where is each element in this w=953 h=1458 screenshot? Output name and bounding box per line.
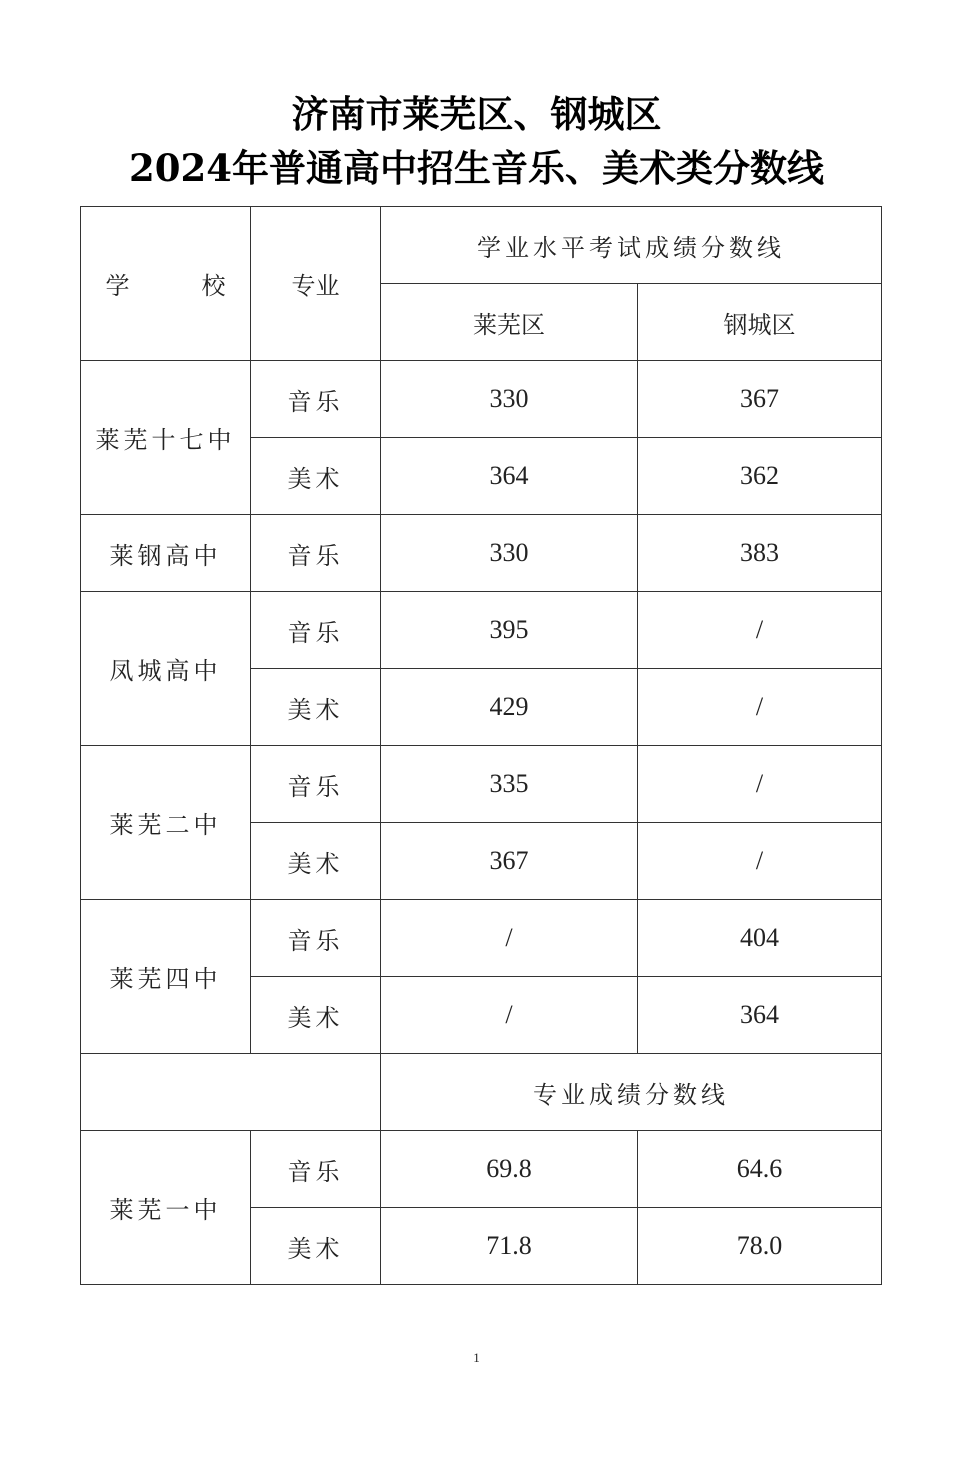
major-cell: 音乐 bbox=[251, 592, 381, 669]
header-row-1 bbox=[81, 207, 882, 284]
major-cell: 音乐 bbox=[251, 1131, 381, 1208]
major-cell: 美术 bbox=[251, 1208, 381, 1285]
score-laiwu: / bbox=[381, 977, 638, 1054]
score-gangcheng: 362 bbox=[638, 438, 882, 515]
header-school: 学 校 bbox=[81, 207, 251, 361]
header-district-laiwu: 莱芜区 bbox=[381, 284, 638, 361]
score-gangcheng: 383 bbox=[638, 515, 882, 592]
score-gangcheng: 364 bbox=[638, 977, 882, 1054]
score-gangcheng: / bbox=[638, 669, 882, 746]
header-district-gangcheng: 钢城区 bbox=[638, 284, 882, 361]
table-row bbox=[81, 361, 882, 438]
score-gangcheng: 78.0 bbox=[638, 1208, 882, 1285]
major-cell: 美术 bbox=[251, 438, 381, 515]
table-row bbox=[81, 900, 882, 977]
score-laiwu: 367 bbox=[381, 823, 638, 900]
table-row bbox=[81, 592, 882, 669]
school-cell: 莱芜十七中 bbox=[81, 361, 251, 515]
school-cell: 莱芜二中 bbox=[81, 746, 251, 900]
score-laiwu: 69.8 bbox=[381, 1131, 638, 1208]
score-gangcheng: / bbox=[638, 823, 882, 900]
score-laiwu: 330 bbox=[381, 515, 638, 592]
professional-header-row bbox=[81, 1054, 882, 1131]
header-professional-group: 专业成绩分数线 bbox=[381, 1054, 882, 1131]
major-cell: 美术 bbox=[251, 823, 381, 900]
major-cell: 音乐 bbox=[251, 746, 381, 823]
header-major: 专业 bbox=[251, 207, 381, 361]
score-laiwu: 364 bbox=[381, 438, 638, 515]
table-row bbox=[81, 1131, 882, 1208]
score-laiwu: 330 bbox=[381, 361, 638, 438]
school-cell: 莱芜四中 bbox=[81, 900, 251, 1054]
score-gangcheng: 64.6 bbox=[638, 1131, 882, 1208]
score-table bbox=[80, 206, 882, 1285]
page-number: 1 bbox=[473, 1350, 480, 1365]
empty-header-cell bbox=[81, 1054, 381, 1131]
major-cell: 美术 bbox=[251, 669, 381, 746]
document-title-line2: 2024年普通高中招生音乐、美术类分数线 bbox=[129, 146, 824, 190]
header-academic-group: 学业水平考试成绩分数线 bbox=[381, 207, 882, 284]
score-laiwu: 429 bbox=[381, 669, 638, 746]
table-row bbox=[81, 515, 882, 592]
score-gangcheng: 404 bbox=[638, 900, 882, 977]
major-cell: 音乐 bbox=[251, 515, 381, 592]
school-cell: 凤城高中 bbox=[81, 592, 251, 746]
score-laiwu: 335 bbox=[381, 746, 638, 823]
major-cell: 音乐 bbox=[251, 900, 381, 977]
school-cell: 莱芜一中 bbox=[81, 1131, 251, 1285]
score-gangcheng: / bbox=[638, 746, 882, 823]
score-gangcheng: / bbox=[638, 592, 882, 669]
document-title-line1: 济南市莱芜区、钢城区 bbox=[291, 92, 662, 136]
score-laiwu: / bbox=[381, 900, 638, 977]
school-cell: 莱钢高中 bbox=[81, 515, 251, 592]
table-row bbox=[81, 746, 882, 823]
score-gangcheng: 367 bbox=[638, 361, 882, 438]
score-laiwu: 71.8 bbox=[381, 1208, 638, 1285]
score-laiwu: 395 bbox=[381, 592, 638, 669]
major-cell: 音乐 bbox=[251, 361, 381, 438]
major-cell: 美术 bbox=[251, 977, 381, 1054]
